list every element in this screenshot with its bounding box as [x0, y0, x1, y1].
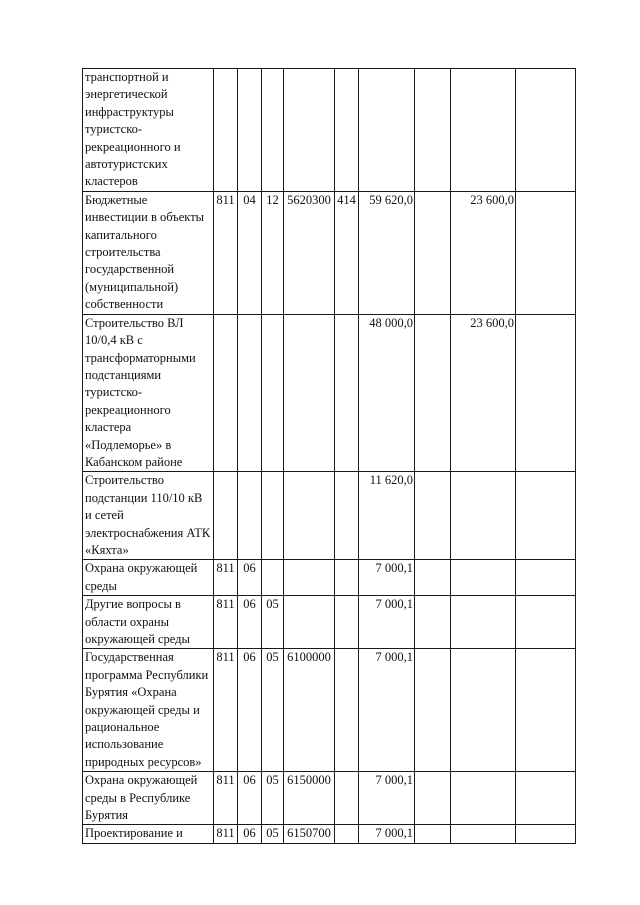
row-name-cell: Строительство ВЛ 10/0,4 кВ с трансформаторными подстанциями туристско-рекреационного кластера «Подлеморье» в Кабанском районе — [83, 314, 214, 472]
admin-code-cell: 811 — [214, 560, 238, 596]
table-row — [83, 191, 576, 314]
target-article-cell: 6150000 — [284, 772, 335, 825]
amount-cell-3: 23 600,0 — [451, 191, 516, 314]
amount-cell-2 — [415, 69, 451, 192]
amount-cell-3 — [451, 69, 516, 192]
admin-code-cell: 811 — [214, 825, 238, 843]
expense-type-cell — [335, 649, 359, 772]
amount-cell-4 — [516, 314, 576, 472]
amount-cell-3 — [451, 649, 516, 772]
admin-code-cell — [214, 314, 238, 472]
subsection-code-cell: 12 — [262, 191, 284, 314]
amount-cell-3 — [451, 825, 516, 843]
amount-cell-1: 7 000,1 — [359, 825, 415, 843]
amount-cell-2 — [415, 191, 451, 314]
expense-type-cell — [335, 825, 359, 843]
amount-cell-2 — [415, 825, 451, 843]
amount-cell-4 — [516, 772, 576, 825]
row-name-cell: Строительство подстанции 110/10 кВ и сетей электроснабжения АТК «Кяхта» — [83, 472, 214, 560]
admin-code-cell — [214, 69, 238, 192]
table-body — [83, 69, 576, 844]
section-code-cell: 06 — [238, 649, 262, 772]
table-row — [83, 69, 576, 192]
section-code-cell — [238, 472, 262, 560]
subsection-code-cell — [262, 560, 284, 596]
expense-type-cell — [335, 772, 359, 825]
amount-cell-1: 7 000,1 — [359, 596, 415, 649]
amount-cell-3 — [451, 596, 516, 649]
amount-cell-4 — [516, 825, 576, 843]
subsection-code-cell — [262, 472, 284, 560]
subsection-code-cell — [262, 314, 284, 472]
section-code-cell: 06 — [238, 596, 262, 649]
amount-cell-2 — [415, 649, 451, 772]
amount-cell-2 — [415, 772, 451, 825]
amount-cell-1: 48 000,0 — [359, 314, 415, 472]
section-code-cell: 06 — [238, 825, 262, 843]
amount-cell-2 — [415, 314, 451, 472]
amount-cell-2 — [415, 596, 451, 649]
expense-type-cell: 414 — [335, 191, 359, 314]
row-name-cell: транспортной и энергетической инфраструктуры туристско-рекреационного и автотуристских кластеров — [83, 69, 214, 192]
table-row — [83, 649, 576, 772]
amount-cell-1: 7 000,1 — [359, 560, 415, 596]
admin-code-cell: 811 — [214, 191, 238, 314]
section-code-cell — [238, 69, 262, 192]
amount-cell-3: 23 600,0 — [451, 314, 516, 472]
amount-cell-3 — [451, 472, 516, 560]
amount-cell-1: 7 000,1 — [359, 772, 415, 825]
table-row — [83, 314, 576, 472]
amount-cell-3 — [451, 560, 516, 596]
row-name-cell: Охрана окружающей среды в Республике Бурятия — [83, 772, 214, 825]
target-article-cell — [284, 472, 335, 560]
expense-type-cell — [335, 472, 359, 560]
section-code-cell: 04 — [238, 191, 262, 314]
amount-cell-4 — [516, 649, 576, 772]
amount-cell-1: 59 620,0 — [359, 191, 415, 314]
subsection-code-cell — [262, 69, 284, 192]
amount-cell-1: 7 000,1 — [359, 649, 415, 772]
target-article-cell — [284, 314, 335, 472]
subsection-code-cell: 05 — [262, 596, 284, 649]
budget-table — [82, 68, 576, 844]
table-row — [83, 825, 576, 843]
row-name-cell: Государственная программа Республики Бурятия «Охрана окружающей среды и рациональное использование природных ресурсов» — [83, 649, 214, 772]
expense-type-cell — [335, 596, 359, 649]
subsection-code-cell: 05 — [262, 772, 284, 825]
amount-cell-4 — [516, 596, 576, 649]
amount-cell-4 — [516, 191, 576, 314]
section-code-cell: 06 — [238, 560, 262, 596]
amount-cell-1 — [359, 69, 415, 192]
amount-cell-2 — [415, 560, 451, 596]
table-row — [83, 560, 576, 596]
admin-code-cell — [214, 472, 238, 560]
section-code-cell: 06 — [238, 772, 262, 825]
row-name-cell: Проектирование и — [83, 825, 214, 843]
expense-type-cell — [335, 314, 359, 472]
admin-code-cell: 811 — [214, 596, 238, 649]
target-article-cell: 6150700 — [284, 825, 335, 843]
expense-type-cell — [335, 69, 359, 192]
amount-cell-4 — [516, 560, 576, 596]
target-article-cell — [284, 69, 335, 192]
target-article-cell: 6100000 — [284, 649, 335, 772]
amount-cell-2 — [415, 472, 451, 560]
target-article-cell — [284, 560, 335, 596]
admin-code-cell: 811 — [214, 772, 238, 825]
table-row — [83, 772, 576, 825]
row-name-cell: Бюджетные инвестиции в объекты капитального строительства государственной (муниципальной) собственности — [83, 191, 214, 314]
admin-code-cell: 811 — [214, 649, 238, 772]
table-row — [83, 472, 576, 560]
section-code-cell — [238, 314, 262, 472]
subsection-code-cell: 05 — [262, 649, 284, 772]
expense-type-cell — [335, 560, 359, 596]
subsection-code-cell: 05 — [262, 825, 284, 843]
target-article-cell: 5620300 — [284, 191, 335, 314]
amount-cell-4 — [516, 69, 576, 192]
amount-cell-1: 11 620,0 — [359, 472, 415, 560]
row-name-cell: Охрана окружающей среды — [83, 560, 214, 596]
amount-cell-3 — [451, 772, 516, 825]
table-row — [83, 596, 576, 649]
amount-cell-4 — [516, 472, 576, 560]
row-name-cell: Другие вопросы в области охраны окружающей среды — [83, 596, 214, 649]
target-article-cell — [284, 596, 335, 649]
